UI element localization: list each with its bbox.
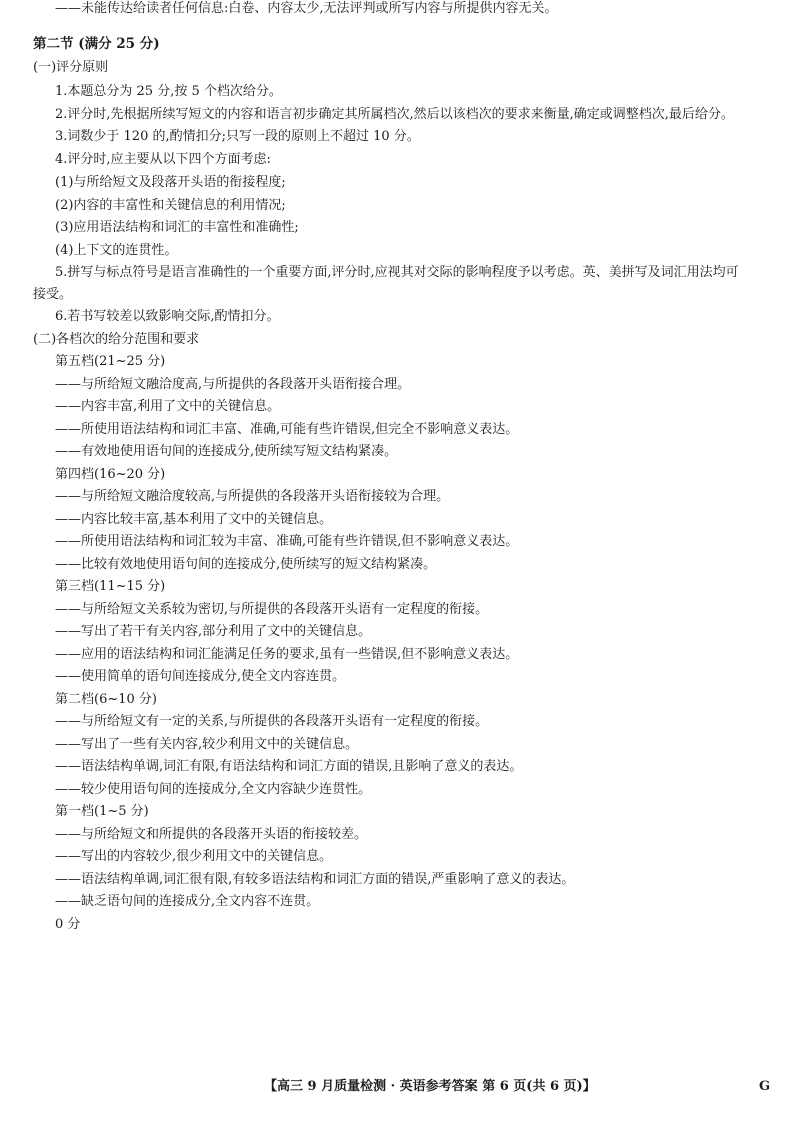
part2-heading: (二)各档次的给分范围和要求 (33, 332, 200, 347)
grade-title: 第五档(21~25 分) (55, 354, 166, 369)
grade-criterion: ——有效地使用语句间的连接成分,使所续写短文结构紧凑。 (55, 444, 398, 459)
grade-criterion: ——使用简单的语句间连接成分,使全文内容连贯。 (55, 669, 346, 684)
grade-criterion: ——与所给短文关系较为密切,与所提供的各段落开头语有一定程度的衔接。 (55, 602, 489, 617)
grade-title: 第三档(11~15 分) (55, 579, 166, 594)
grade-title: 第四档(16~20 分) (55, 467, 166, 482)
principle-item: 6.若书写较差以致影响交际,酌情扣分。 (55, 309, 280, 324)
grade-criterion: ——应用的语法结构和词汇能满足任务的要求,虽有一些错误,但不影响意义表达。 (55, 647, 519, 662)
principle-item: (1)与所给短文及段落开头语的衔接程度; (55, 175, 286, 190)
grade-criterion: ——写出了一些有关内容,较少利用文中的关键信息。 (55, 737, 359, 752)
principle-item: (4)上下文的连贯性。 (55, 243, 178, 258)
grade-criterion: ——所使用语法结构和词汇较为丰富、准确,可能有些许错误,但不影响意义表达。 (55, 534, 519, 549)
grade-criterion: ——内容丰富,利用了文中的关键信息。 (55, 399, 281, 414)
principle-item: 4.评分时,应主要从以下四个方面考虑: (55, 152, 271, 167)
principle-item: 3.词数少于 120 的,酌情扣分;只写一段的原则上不超过 10 分。 (55, 129, 420, 144)
grade-criterion: ——语法结构单调,词汇有限,有语法结构和词汇方面的错误,且影响了意义的表达。 (55, 759, 523, 774)
principle-item: 5.拼写与标点符号是语言准确性的一个重要方面,评分时,应视其对交际的影响程度予以考虑。英、美拼写及词汇用法均可 (55, 265, 739, 280)
grade-criterion: ——缺乏语句间的连接成分,全文内容不连贯。 (55, 894, 320, 909)
grade-title: 0 分 (55, 917, 81, 932)
grade-title: 第一档(1~5 分) (55, 804, 149, 819)
grade-criterion: ——未能传达给读者任何信息:白卷、内容太少,无法评判或所写内容与所提供内容无关。 (55, 1, 558, 16)
principle-item: 1.本题总分为 25 分,按 5 个档次给分。 (55, 84, 282, 99)
principle-item: (3)应用语法结构和词汇的丰富性和准确性; (55, 220, 299, 235)
grade-criterion: ——写出的内容较少,很少利用文中的关键信息。 (55, 849, 333, 864)
grade-criterion: ——与所给短文有一定的关系,与所提供的各段落开头语有一定程度的衔接。 (55, 714, 489, 729)
principle-item: 2.评分时,先根据所续写短文的内容和语言初步确定其所属档次,然后以该档次的要求来衡量,确定或调整档次,最后给分。 (55, 107, 734, 122)
grade-criterion: ——内容比较丰富,基本利用了文中的关键信息。 (55, 512, 333, 527)
grade-criterion: ——写出了若干有关内容,部分利用了文中的关键信息。 (55, 624, 372, 639)
grade-criterion: ——较少使用语句间的连接成分,全文内容缺少连贯性。 (55, 782, 372, 797)
grade-criterion: ——与所给短文融洽度较高,与所提供的各段落开头语衔接较为合理。 (55, 489, 450, 504)
grade-criterion: ——所使用语法结构和词汇丰富、准确,可能有些许错误,但完全不影响意义表达。 (55, 422, 519, 437)
grade-criterion: ——与所给短文和所提供的各段落开头语的衔接较差。 (55, 827, 368, 842)
grade-criterion: ——与所给短文融洽度高,与所提供的各段落开头语衔接合理。 (55, 377, 411, 392)
principle-item: (2)内容的丰富性和关键信息的利用情况; (55, 198, 286, 213)
section-title: 第二节 (满分 25 分) (33, 36, 160, 52)
footer-page-info: 【高三 9 月质量检测 · 英语参考答案 第 6 页(共 6 页)】 (264, 1079, 596, 1094)
grade-criterion: ——语法结构单调,词汇很有限,有较多语法结构和词汇方面的错误,严重影响了意义的表达。 (55, 872, 575, 887)
principle-item: 接受。 (33, 287, 73, 302)
part1-heading: (一)评分原则 (33, 60, 109, 75)
grade-criterion: ——比较有效地使用语句间的连接成分,使所续写的短文结构紧凑。 (55, 557, 437, 572)
grade-title: 第二档(6~10 分) (55, 692, 157, 707)
footer-version-letter: G (759, 1079, 771, 1094)
